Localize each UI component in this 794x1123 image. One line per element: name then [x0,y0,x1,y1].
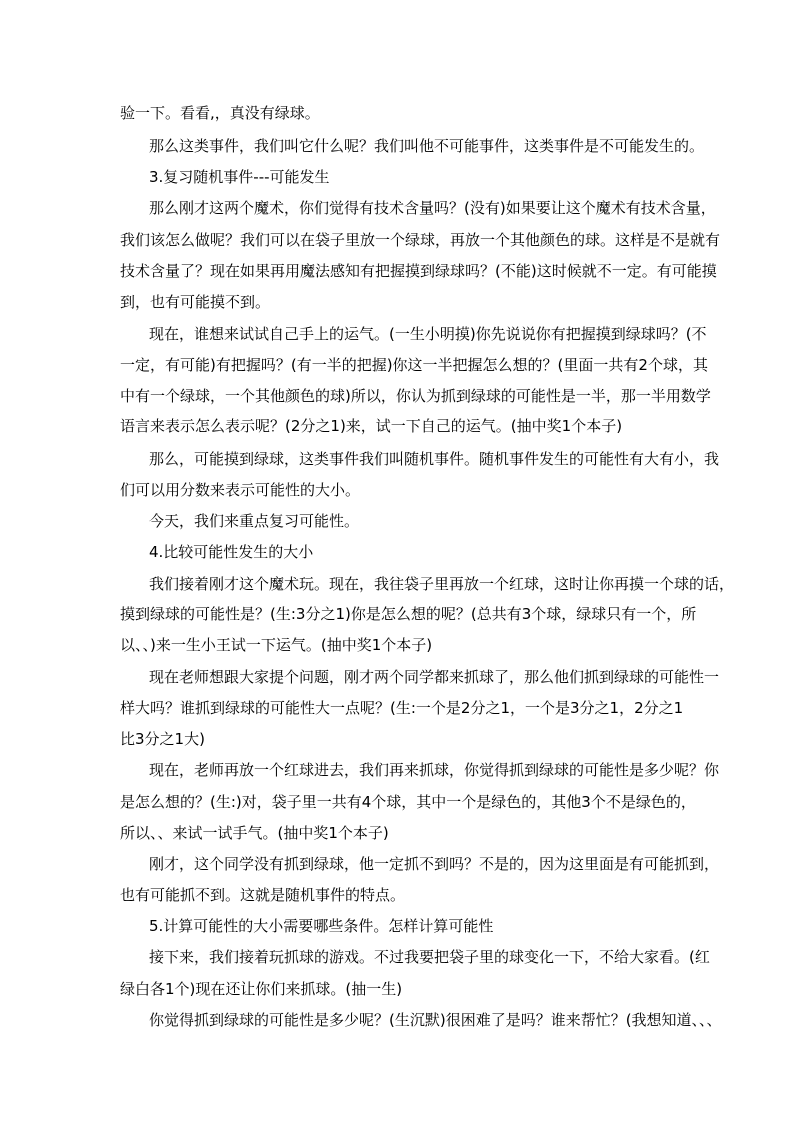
text-line: 我们该怎么做呢？我们可以在袋子里放一个绿球，再放一个其他颜色的球。这样是不是就有 [120,231,721,249]
text-line: 接下来，我们接着玩抓球的游戏。不过我要把袋子里的球变化一下，不给大家看。(红 [149,948,710,966]
text-line: 到，也有可能摸不到。 [120,293,271,311]
text-line: 现在，谁想来试试自己手上的运气。(一生小明摸)你先说说你有把握摸到绿球吗？(不 [149,325,707,343]
section-heading: 4.比较可能性发生的大小 [149,543,314,561]
text-line: 技术含量了？现在如果再用魔法感知有把握摸到绿球吗？(不能)这时候就不一定。有可能摸 [120,262,717,280]
text-line: 你觉得抓到绿球的可能性是多少呢？(生沉默)很困难了是吗？谁来帮忙？(我想知道、、、 [149,1011,722,1029]
text-line: 那么，可能摸到绿球，这类事件我们叫随机事件。随机事件发生的可能性有大有小，我 [149,450,720,468]
text-line: 语言来表示怎么表示呢？(2分之1)来，试一下自己的运气。(抽中奖1个本子) [120,417,623,435]
text-line: 绿白各1个)现在还让你们来抓球。(抽一生) [120,980,403,998]
text-line: 现在老师想跟大家提个问题，刚才两个同学都来抓球了，那么他们抓到绿球的可能性一 [149,668,720,686]
text-line: 比3分之1大) [120,730,205,748]
text-line: 以、、)来一生小王试一下运气。(抽中奖1个本子) [120,636,433,654]
text-line: 中有一个绿球，一个其他颜色的球)所以，你认为抓到绿球的可能性是一半，那一半用数学 [120,387,711,405]
section-heading: 5.计算可能性的大小需要哪些条件。怎样计算可能性 [149,917,494,935]
text-line: 摸到绿球的可能性是？(生:3分之1)你是怎么想的呢？(总共有3个球，绿球只有一个，所 [120,605,697,623]
text-line: 现在，老师再放一个红球进去，我们再来抓球，你觉得抓到绿球的可能性是多少呢？你 [149,761,720,779]
section-heading: 3.复习随机事件---可能发生 [149,168,330,186]
text-line: 刚才，这个同学没有抓到绿球，他一定抓不到吗？不是的，因为这里面是有可能抓到， [149,855,720,873]
text-line: 今天，我们来重点复习可能性。 [149,512,360,530]
text-line: 所以、、来试一试手气。(抽中奖1个本子) [120,824,389,842]
text-line: 是怎么想的？(生:)对，袋子里一共有4个球，其中一个是绿色的，其他3个不是绿色的， [120,793,696,811]
text-line: 也有可能抓不到。这就是随机事件的特点。 [120,886,406,904]
text-line: 那么刚才这两个魔术，你们觉得有技术含量吗？(没有)如果要让这个魔术有技术含量， [149,199,716,217]
text-line: 验一下。看看,，真没有绿球。 [120,104,320,122]
text-line: 们可以用分数来表示可能性的大小。 [120,481,361,499]
text-line: 我们接着刚才这个魔术玩。现在，我往袋子里再放一个红球，这时让你再摸一个球的话， [149,575,735,593]
text-line: 一定，有可能)有把握吗？(有一半的把握)你这一半把握怎么想的？(里面一共有2个球，其 [120,356,708,374]
text-line: 那么这类事件，我们叫它什么呢？我们叫他不可能事件，这类事件是不可能发生的。 [149,137,705,155]
text-line: 样大吗？谁抓到绿球的可能性大一点呢？(生:一个是2分之1，一个是3分之1，2分之1 [120,699,684,717]
